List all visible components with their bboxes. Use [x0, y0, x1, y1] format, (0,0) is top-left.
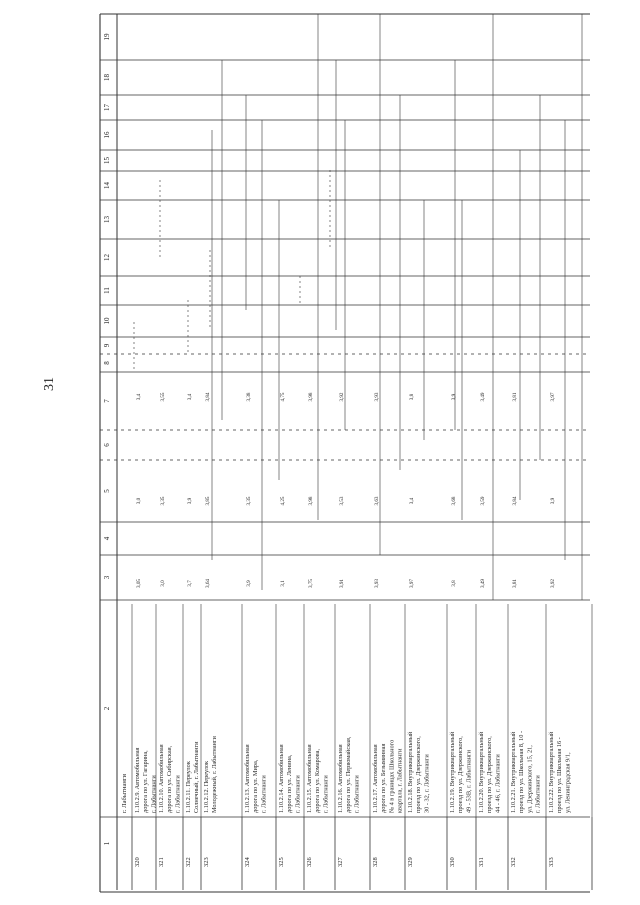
- row-name-line: 1.10.2.13. Автомобильная: [244, 744, 251, 813]
- column-number: 4: [103, 536, 111, 541]
- cell-value-col7: 3,49: [480, 392, 486, 402]
- row-name-line: квартала, г. Лабытнанги: [396, 748, 404, 813]
- row-number: 333: [548, 857, 555, 867]
- cell-value-col7: 3,84: [205, 392, 211, 402]
- cell-value-col3: 3,05: [136, 578, 142, 589]
- row-number: 330: [449, 857, 456, 867]
- cell-value-col7: 3,9: [451, 393, 457, 401]
- cell-value-col3: 3,9: [246, 580, 252, 587]
- row-name-line: 1.10.2.15. Автомобильная: [306, 744, 313, 813]
- cell-value-col3: 3,93: [374, 578, 380, 589]
- row-name-line: дорога по ул. Гагарина,: [142, 750, 150, 813]
- row-number: 321: [158, 857, 165, 867]
- row-name-line: Солнечный, г. Лабытнанги: [193, 741, 201, 813]
- cell-value-col5: 3,59: [480, 496, 486, 506]
- row-number: 324: [244, 857, 251, 867]
- column-number: 10: [103, 317, 111, 325]
- cell-value-col3: 3,91: [339, 578, 345, 589]
- cell-value-col5: 4,25: [280, 496, 286, 506]
- cell-value-col7: 3,81: [512, 392, 518, 402]
- row-number: 332: [510, 857, 517, 867]
- cell-value-col3: 3,75: [308, 578, 314, 589]
- cell-value-col3: 3,64: [205, 578, 211, 589]
- row-name-line: 1.10.2.10. Автомобильная: [158, 744, 165, 813]
- column-number: 14: [103, 182, 111, 189]
- row-number: 326: [306, 857, 313, 867]
- row-name-line: 1.10.2.19. Внутриквартальный: [449, 731, 456, 813]
- cell-value-col3: 3,8: [451, 580, 457, 587]
- row-name-line: дорога по ул. Мира,: [252, 759, 260, 813]
- row-name-line: проезд по ул. Дзержинского,: [486, 736, 494, 813]
- row-name-line: 1.10.2.18. Внутриквартальный: [407, 731, 414, 813]
- row-name-line: дорога по ул. Сибирская,: [166, 745, 174, 813]
- group-header: г. Лабытнанги: [121, 774, 128, 813]
- cell-value-col7: 3,93: [374, 392, 380, 402]
- column-number: 11: [103, 287, 111, 294]
- cell-value-col7: 3,38: [246, 392, 252, 402]
- cell-value-col5: 3,35: [160, 496, 166, 506]
- cell-value-col7: 3,4: [187, 393, 193, 401]
- row-name-line: 1.10.2.16. Автомобильная: [337, 744, 344, 813]
- cell-value-col3: 3,81: [512, 578, 518, 589]
- cell-value-col5: 3,98: [308, 496, 314, 506]
- page-number: 31: [42, 377, 57, 391]
- row-name-line: № 4 в границах Школьного: [388, 739, 396, 813]
- row-name-line: г. Лабытнанги: [260, 775, 268, 813]
- row-name-line: дорога по ул. Безымянная: [380, 743, 388, 813]
- cell-value-col3: 3,1: [280, 580, 286, 587]
- row-name-line: ул. Ленинградская 9/1,: [564, 752, 572, 813]
- row-number: 323: [203, 857, 210, 867]
- column-number: 16: [103, 131, 111, 139]
- row-name-line: 1.10.2.20. Внутриквартальный: [478, 731, 485, 813]
- row-name-line: 1.10.2.17. Автомобильная: [372, 744, 379, 813]
- cell-value-col7: 4,75: [280, 392, 286, 402]
- row-name-line: 1.10.2.9. Автомобильная: [134, 747, 141, 813]
- cell-value-col7: 3,55: [160, 392, 166, 402]
- row-name-line: г. Лабытнанги: [322, 775, 330, 813]
- row-name-line: г. Лабытнанги: [353, 775, 361, 813]
- column-number: 19: [103, 33, 111, 41]
- cell-value-col3: 3,92: [550, 578, 556, 589]
- row-name-line: проезд по ул. Дзержинского,: [415, 736, 423, 813]
- row-name-line: г. Лабытнанги: [294, 775, 302, 813]
- column-number: 2: [103, 706, 111, 711]
- row-name-line: дорога по ул. Комарова,: [314, 748, 322, 813]
- row-name-line: дорога по ул. Первомайская,: [345, 736, 353, 813]
- cell-value-col7: 3,92: [339, 392, 345, 402]
- column-number: 1: [103, 841, 111, 846]
- row-number: 325: [278, 857, 285, 867]
- cell-value-col3: 3,7: [187, 580, 193, 587]
- cell-value-col7: 3,4: [136, 393, 142, 401]
- cell-value-col5: 3,68: [451, 496, 457, 506]
- table-content: [103, 33, 571, 867]
- column-number: 12: [103, 254, 111, 261]
- row-number: 322: [185, 857, 192, 867]
- cell-value-col5: 3,9: [187, 497, 193, 505]
- cell-value-col7: 3,98: [308, 392, 314, 402]
- column-number: 9: [103, 343, 111, 348]
- row-name-line: 30 - 32, г. Лабытнанги: [423, 754, 431, 813]
- row-name-line: проезд по ул. Дзержинского,: [457, 736, 465, 813]
- row-name-line: 1.10.2.14. Автомобильная: [278, 744, 285, 813]
- row-name-line: ул. Дзержинского, 15, 21,: [526, 745, 534, 813]
- row-number: 320: [134, 857, 141, 867]
- cell-value-col5: 3,53: [339, 496, 345, 506]
- column-number: 17: [103, 104, 111, 111]
- row-number: 328: [372, 857, 379, 867]
- cell-value-col5: 3,84: [512, 496, 518, 506]
- cell-value-col5: 3,35: [246, 496, 252, 506]
- row-name-line: 1.10.2.12. Переулок: [203, 760, 210, 813]
- cell-value-col5: 3,4: [409, 497, 415, 505]
- row-number: 327: [337, 857, 344, 867]
- column-number: 3: [103, 575, 111, 580]
- cell-value-col7: 3,8: [409, 393, 415, 401]
- row-name-line: 49 - 53В, г. Лабытнанги: [465, 750, 473, 813]
- row-number: 331: [478, 857, 485, 867]
- cell-value-col5: 3,9: [550, 497, 556, 505]
- cell-value-col7: 3,97: [550, 392, 556, 402]
- row-name-line: Молодежный, г. Лабытнанги: [211, 736, 219, 813]
- row-name-line: дорога по ул. Ленина,: [286, 754, 294, 813]
- column-number: 18: [103, 74, 111, 81]
- column-number: 5: [103, 489, 111, 493]
- column-number: 15: [103, 157, 111, 164]
- row-number: 329: [407, 857, 414, 867]
- cell-value-col5: 3,63: [374, 496, 380, 506]
- column-number: 7: [103, 399, 111, 403]
- row-name-line: г. Лабытнанги: [534, 775, 542, 813]
- cell-value-col3: 3,0: [160, 580, 166, 587]
- row-name-line: проезд по ул. Школьная 8, 10 -: [518, 730, 526, 813]
- row-name-line: 1.10.2.11. Переулок: [185, 761, 192, 813]
- row-name-line: 1.10.2.22. Внутриквартальный: [548, 731, 555, 813]
- row-name-line: проезд по ул. Школьная 16 -: [556, 737, 564, 813]
- cell-value-col3: 3,97: [409, 578, 415, 589]
- cell-value-col3: 3,49: [480, 578, 486, 589]
- row-name-line: 44 - 46, г. Лабытнанги: [494, 754, 502, 813]
- column-number: 13: [103, 216, 111, 223]
- cell-value-col5: 3,0: [136, 497, 142, 505]
- row-name-line: г. Лабытнанги: [150, 775, 158, 813]
- row-name-line: г. Лабытнанги: [174, 775, 182, 813]
- row-name-line: 1.10.2.21. Внутриквартальный: [510, 731, 517, 813]
- column-number: 8: [103, 361, 111, 365]
- column-number: 6: [103, 443, 111, 447]
- cell-value-col5: 3,85: [205, 496, 211, 506]
